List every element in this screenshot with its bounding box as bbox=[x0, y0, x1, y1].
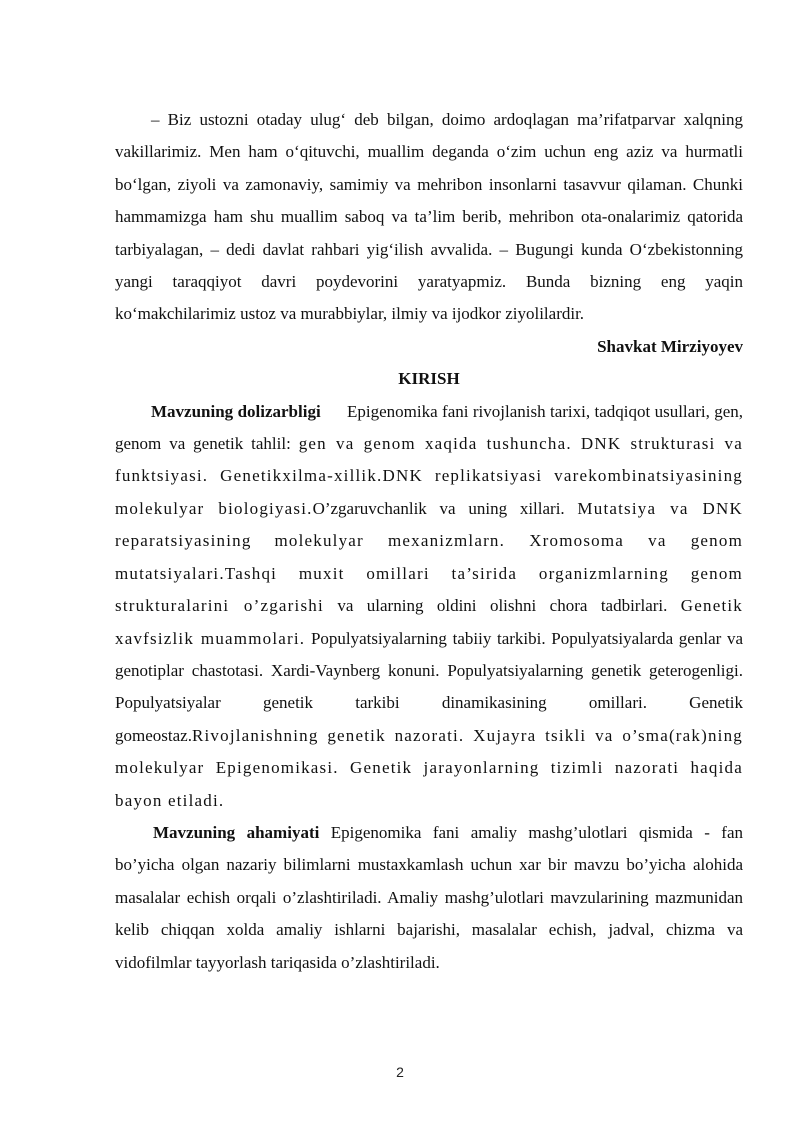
relevance-text-8: Populyatsiyalarning tabiiy tarkibi. Populyatsiyalarda genlar va genotiplar chastotasi. Xardi-Vaynberg konuni. Populyatsiyalarning genetik geterogenligi. Populyatsiyalar genetik tarkibi dinamikasining omillari. Genetik gomeostaz. bbox=[115, 628, 744, 745]
relevance-text-5: molekulyar mexanizmlarn. Xromosoma va genom mutatsiyalari.Tashqi muxit omillari ta’sirida organizmlarning genom strukturalarini o’zgarishi bbox=[115, 531, 743, 616]
relevance-text-6: va ularning oldini olishni chora tadbirlari. bbox=[337, 596, 668, 616]
relevance-text-3: O’zgaruvchanlik va uning xillari. bbox=[312, 498, 565, 518]
quote-author: Shavkat Mirziyoyev bbox=[597, 336, 743, 356]
quote-paragraph: – Biz ustozni otaday ulug‘ deb bilgan, doimo ardoqlagan ma’rifatparvar xalqning vakillarimiz. Men ham o‘qituvchi, muallim deganda o‘zim uchun eng aziz va hurmatli bo‘lgan, ziyoli va zamonaviy, samimiy va mehribon insonlarni tasavvur qilaman. Chunki hammamizga ham shu muallim saboq va ta’lim berib, mehribon ota-onalarimiz qatorida tarbiyalagan, – dedi davlat rahbari yig‘ilish avvalida. – Bugungi kunda O‘zbekistonning yangi taraqqiyot davri poydevorini yaratyapmiz. Bunda bizning eng yaqin ko‘makchilarimiz ustoz va murabbiylar, ilmiy va ijodkor ziyolilardir. bbox=[115, 110, 743, 324]
page-number: 2 bbox=[396, 1064, 404, 1080]
importance-label: Mavzuning ahamiyati bbox=[153, 822, 320, 842]
relevance-text-1: Epigenomika fani rivojlanish tarixi, tadqiqot usullari, gen, genom va genetik tahlil: bbox=[115, 401, 744, 454]
relevance-paragraph bbox=[115, 396, 743, 817]
importance-text: Epigenomika fani amaliy mashg’ulotlari qismida - fan bo’yicha olgan nazariy bilimlarni mustaxkamlash uchun xar bir mavzu bo’yicha alohida masalalar echish orqali o’zlashtiriladi. Amaliy mashg’ulotlari mavzularining mazmunidan kelib chiqqan xolda amaliy ishlarni bajarishi, masalalar echish, jadval, chizma va vidofilmlar tayyorlash tariqasida o’zlashtiriladi. bbox=[115, 822, 743, 972]
relevance-text-4: Mutatsiya va DNK reparatsiyasining bbox=[115, 498, 743, 551]
relevance-label: Mavzuning dolizarbligi bbox=[151, 401, 321, 421]
relevance-text-9: Rivojlanishning genetik nazorati. Xujayra tsikli va o’sma(rak)ning molekulyar Epigenomikasi. Genetik jarayonlarning tizimli nazorati haqida bayon etiladi. bbox=[115, 725, 743, 810]
section-heading: KIRISH bbox=[398, 369, 460, 389]
document-page bbox=[115, 104, 743, 979]
importance-paragraph bbox=[115, 817, 743, 979]
relevance-text-7: Genetik xavfsizlik muammolari. bbox=[115, 596, 744, 648]
relevance-text-2: gen va genom xaqida tushuncha. DNK strukturasi va funktsiyasi. Genetikxilma-xillik.DNK replikatsiyasi varekombinatsiyasining molekulyar biologiyasi. bbox=[115, 434, 744, 518]
